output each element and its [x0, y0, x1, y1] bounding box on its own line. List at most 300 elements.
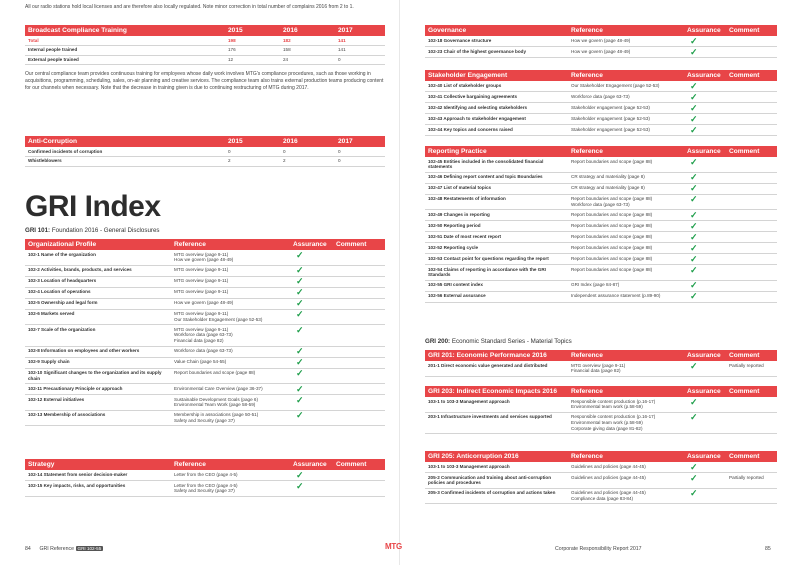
left-page-number: 84 — [25, 546, 31, 552]
reference-line: Sustainable Development Goals (page 6) — [174, 396, 259, 402]
reference-line: Our Stakeholder Engagement (page 52-53) — [571, 82, 660, 88]
table-row — [425, 361, 777, 376]
reference-line: Environmental team work (p.58-59) — [571, 404, 643, 410]
table-header: 2015 — [225, 136, 280, 147]
disclosure-label: 102-4 Location of operations — [25, 287, 171, 298]
disclosure-label: 205-2 Communication and training about anti-corruption policies and procedures — [425, 473, 568, 489]
assurance-check-icon: ✓ — [290, 325, 333, 346]
broadcast-compliance-table — [25, 25, 385, 65]
reference-cell — [568, 103, 684, 114]
reference-header: Reference — [568, 146, 684, 157]
value-2015: 176 — [225, 45, 280, 55]
assurance-check-icon: ✓ — [684, 473, 726, 489]
gri-101-text: Foundation 2016 - General Disclosures — [51, 227, 160, 234]
comment-cell — [726, 488, 777, 504]
reference-header: Reference — [171, 239, 290, 250]
value-2016: 24 — [280, 55, 335, 65]
comment-header: Comment — [726, 146, 777, 157]
reference-cell — [171, 309, 290, 325]
gri-200-subheading — [425, 338, 572, 345]
disclosure-label: 103-1 to 103-3 Management approach — [425, 397, 568, 412]
organizational-profile-table — [25, 239, 385, 426]
reference-line: MTG overview (page 9-11) — [174, 267, 229, 273]
table-row — [425, 488, 777, 504]
table-row — [425, 81, 777, 92]
table-header: 2017 — [335, 136, 385, 147]
value-2017: 0 — [335, 55, 385, 65]
table-row — [425, 243, 777, 254]
table-row — [25, 368, 385, 384]
assurance-check-icon: ✓ — [684, 92, 726, 103]
assurance-check-icon: ✓ — [290, 276, 333, 287]
table-header: 2017 — [335, 25, 385, 36]
gri-101-code: GRI 101: — [25, 227, 51, 234]
reference-cell — [568, 183, 684, 194]
comment-cell — [333, 368, 385, 384]
table-row — [425, 183, 777, 194]
reference-line: Stakeholder engagement (page 52-53) — [571, 115, 650, 121]
reference-line: Value Chain (page 54-55) — [174, 359, 227, 365]
table-row — [425, 125, 777, 136]
comment-header: Comment — [726, 25, 777, 36]
reference-line: CR strategy and materiality (page 8) — [571, 185, 645, 191]
table-row — [25, 156, 385, 166]
reference-line: How we govern (page 48-49) — [174, 257, 234, 263]
assurance-header: Assurance — [290, 239, 333, 250]
assurance-check-icon: ✓ — [684, 172, 726, 183]
reference-line: GRI Index (page 84-87) — [571, 282, 620, 288]
value-2016: 2 — [280, 156, 335, 166]
disclosure-label: 102-11 Precautionary Principle or approach — [25, 384, 171, 395]
table-row — [425, 232, 777, 243]
comment-cell — [726, 210, 777, 221]
reference-line: Report boundaries and scope (page 88) — [571, 196, 653, 202]
table-row — [25, 265, 385, 276]
table-header: Anti-Corruption — [25, 136, 225, 147]
disclosure-label: 102-13 Membership of associations — [25, 410, 171, 426]
assurance-check-icon: ✓ — [290, 368, 333, 384]
reference-line: Our Stakeholder Engagement (page 52-53) — [174, 316, 263, 322]
disclosure-label: 102-2 Activities, brands, products, and services — [25, 265, 171, 276]
reference-line: Workforce data (page 63-73) — [174, 348, 233, 354]
reference-header: Reference — [568, 70, 684, 81]
disclosure-label: 102-3 Location of headquarters — [25, 276, 171, 287]
disclosure-label: 102-18 Governance structure — [425, 36, 568, 47]
reference-cell — [171, 325, 290, 346]
comment-cell — [726, 103, 777, 114]
reference-cell — [568, 232, 684, 243]
disclosure-label: 205-3 Confirmed incidents of corruption and actions taken — [425, 488, 568, 504]
comment-cell — [333, 395, 385, 411]
training-paragraph: Our central compliance team provides continuous training for employees whose daily work involves MTG's compliance procedures, such as those working in acquisitions, programming, scheduling, sales, on-air planning and creative services. The compliance team also trains external production teams producing content for our channels when necessary. Note that the decrease in training given is due to continuing restructuring of MTG during 2017. — [25, 71, 384, 92]
table-row — [25, 470, 385, 481]
reference-line: Financial data (page 82) — [571, 368, 621, 374]
disclosure-label: 102-14 Statement from senior decision-maker — [25, 470, 171, 481]
report-title-footer: Corporate Responsibility Report 2017 — [555, 546, 642, 552]
comment-cell — [726, 125, 777, 136]
disclosure-label: 102-53 Contact point for questions regarding the report — [425, 254, 568, 265]
assurance-check-icon: ✓ — [684, 254, 726, 265]
comment-cell — [333, 309, 385, 325]
comment-header: Comment — [726, 451, 777, 462]
table-row — [425, 210, 777, 221]
row-label: Total — [25, 36, 225, 45]
reference-line: Letter from the CEO (page 4-5) — [174, 471, 238, 477]
table-row — [25, 287, 385, 298]
table-header: 2016 — [280, 136, 335, 147]
reference-line: Workforce data (page 63-73) — [571, 93, 630, 99]
table-row — [25, 325, 385, 346]
reference-line: Guidelines and policies (page 44-45) — [571, 463, 646, 469]
strategy-table — [25, 459, 385, 497]
comment-cell — [726, 92, 777, 103]
table-title: GRI 203: Indirect Economic Impacts 2016 — [425, 386, 568, 397]
disclosure-label: 103-1 to 103-3 Management approach — [425, 462, 568, 473]
assurance-check-icon: ✓ — [290, 481, 333, 497]
disclosure-label: 102-55 GRI content index — [425, 280, 568, 291]
mtg-logo: MTG — [385, 542, 402, 551]
comment-cell: Partially reported — [726, 473, 777, 489]
disclosure-label: 102-45 Entities included in the consolidated financial statements — [425, 157, 568, 172]
anti-corruption-table — [25, 136, 385, 167]
reference-cell — [568, 280, 684, 291]
table-row — [425, 280, 777, 291]
reference-cell — [568, 412, 684, 433]
reference-cell — [568, 36, 684, 47]
assurance-check-icon: ✓ — [684, 412, 726, 433]
reference-cell — [568, 92, 684, 103]
disclosure-label: 102-15 Key impacts, risks, and opportunities — [25, 481, 171, 497]
reference-line: Independent assurance statement (p.89-90) — [571, 293, 661, 299]
table-row — [25, 45, 385, 55]
table-title: Reporting Practice — [425, 146, 568, 157]
table-title: GRI 205: Anticorruption 2016 — [425, 451, 568, 462]
disclosure-label: 102-46 Defining report content and topic Boundaries — [425, 172, 568, 183]
reference-cell — [568, 473, 684, 489]
disclosure-label: 102-23 Chair of the highest governance body — [425, 47, 568, 58]
reference-line: Guidelines and policies (page 44-45) — [571, 474, 646, 480]
gri-200-code: GRI 200: — [425, 338, 451, 345]
assurance-check-icon: ✓ — [684, 232, 726, 243]
assurance-check-icon: ✓ — [290, 346, 333, 357]
disclosure-label: 102-43 Approach to stakeholder engagement — [425, 114, 568, 125]
reference-line: Membership in associations (page 50-51) — [174, 412, 259, 418]
comment-cell — [333, 265, 385, 276]
reference-cell — [171, 346, 290, 357]
reference-header: Reference — [568, 386, 684, 397]
value-2017: 141 — [335, 45, 385, 55]
disclosure-label: 203-1 Infrastructure investments and services supported — [425, 412, 568, 433]
disclosure-label: 102-6 Markets served — [25, 309, 171, 325]
comment-cell — [726, 81, 777, 92]
reference-line: Letter from the CEO (page 4-5) — [174, 482, 238, 488]
gri-203-table — [425, 386, 777, 434]
comment-cell — [333, 250, 385, 265]
reference-header: Reference — [568, 350, 684, 361]
comment-cell — [726, 280, 777, 291]
assurance-header: Assurance — [290, 459, 333, 470]
reference-cell — [171, 357, 290, 368]
table-row — [425, 265, 777, 281]
disclosure-label: 102-42 Identifying and selecting stakeholders — [425, 103, 568, 114]
assurance-check-icon: ✓ — [290, 309, 333, 325]
comment-cell — [333, 384, 385, 395]
reference-line: Safety and Security (page 37) — [174, 488, 235, 494]
table-title: Governance — [425, 25, 568, 36]
reference-cell — [171, 481, 290, 497]
table-row — [425, 114, 777, 125]
table-header: 2015 — [225, 25, 280, 36]
comment-cell — [726, 291, 777, 302]
reference-line: How we govern (page 48-49) — [174, 300, 234, 306]
reference-line: Report boundaries and scope (page 88) — [174, 370, 256, 376]
reference-cell — [568, 210, 684, 221]
reference-header: Reference — [568, 25, 684, 36]
comment-cell — [726, 114, 777, 125]
reference-line: Report boundaries and scope (page 88) — [571, 233, 653, 239]
comment-cell — [726, 183, 777, 194]
table-row — [425, 221, 777, 232]
governance-table — [425, 25, 777, 58]
right-page — [400, 0, 800, 565]
reference-cell — [568, 361, 684, 376]
reference-line: Environmental team work (p.58-59) — [571, 419, 643, 425]
assurance-check-icon: ✓ — [684, 488, 726, 504]
comment-cell — [726, 157, 777, 172]
reference-line: MTG overview (page 9-11) — [174, 278, 229, 284]
assurance-check-icon: ✓ — [290, 287, 333, 298]
row-label: Confirmed incidents of corruption — [25, 147, 225, 156]
disclosure-label: 102-10 Significant changes to the organization and its supply chain — [25, 368, 171, 384]
table-row — [25, 346, 385, 357]
reference-cell — [171, 395, 290, 411]
stakeholder-engagement-table — [425, 70, 777, 136]
reference-cell — [568, 488, 684, 504]
reference-cell — [568, 114, 684, 125]
comment-cell — [726, 254, 777, 265]
reference-line: Report boundaries and scope (page 88) — [571, 244, 653, 250]
reference-cell — [171, 298, 290, 309]
comment-cell — [333, 357, 385, 368]
comment-cell — [333, 325, 385, 346]
table-header: 2016 — [280, 25, 335, 36]
table-row — [425, 462, 777, 473]
assurance-check-icon: ✓ — [290, 357, 333, 368]
table-title: Strategy — [25, 459, 171, 470]
table-row — [25, 357, 385, 368]
table-row — [425, 397, 777, 412]
reference-cell — [171, 410, 290, 426]
comment-cell — [726, 462, 777, 473]
comment-header: Comment — [726, 350, 777, 361]
comment-cell — [726, 172, 777, 183]
left-footer — [25, 546, 103, 552]
comment-cell — [726, 221, 777, 232]
gri-201-table — [425, 350, 777, 377]
reference-cell — [568, 397, 684, 412]
reference-cell — [171, 265, 290, 276]
reference-line: MTG overview (page 9-11) — [174, 289, 229, 295]
comment-header: Comment — [726, 386, 777, 397]
assurance-check-icon: ✓ — [684, 280, 726, 291]
reference-cell — [171, 470, 290, 481]
comment-cell — [333, 481, 385, 497]
assurance-check-icon: ✓ — [684, 194, 726, 210]
reference-line: Report boundaries and scope (page 88) — [571, 211, 653, 217]
table-row — [25, 298, 385, 309]
disclosure-label: 102-1 Name of the organization — [25, 250, 171, 265]
table-row — [25, 309, 385, 325]
row-label: External people trained — [25, 55, 225, 65]
disclosure-label: 102-51 Date of most recent report — [425, 232, 568, 243]
value-2015: 12 — [225, 55, 280, 65]
value-2017: 0 — [335, 156, 385, 166]
table-row — [25, 147, 385, 156]
reference-cell — [171, 287, 290, 298]
assurance-check-icon: ✓ — [290, 395, 333, 411]
reporting-practice-table — [425, 146, 777, 303]
comment-cell — [333, 276, 385, 287]
reference-line: Responsible content production (p.16-17) — [571, 414, 656, 420]
table-title: GRI 201: Economic Performance 2016 — [425, 350, 568, 361]
reference-line: Environmental Team Work (page 58-59) — [174, 402, 256, 408]
reference-line: Report boundaries and scope (page 88) — [571, 222, 653, 228]
table-row — [425, 291, 777, 302]
table-row — [425, 473, 777, 489]
table-row — [425, 157, 777, 172]
disclosure-label: 102-40 List of stakeholder groups — [425, 81, 568, 92]
disclosure-label: 102-47 List of material topics — [425, 183, 568, 194]
gri-205-table — [425, 451, 777, 504]
reference-line: Workforce data (page 63-73) — [174, 332, 233, 338]
assurance-header: Assurance — [684, 146, 726, 157]
reference-line: Report boundaries and scope (page 88) — [571, 266, 653, 272]
table-row — [25, 36, 385, 45]
table-row — [425, 36, 777, 47]
table-row — [425, 103, 777, 114]
table-row — [425, 47, 777, 58]
value-2015: 0 — [225, 147, 280, 156]
comment-header: Comment — [726, 70, 777, 81]
gri-reference-pill: GRI 102-55 — [77, 546, 102, 551]
assurance-check-icon: ✓ — [684, 157, 726, 172]
comment-cell — [726, 243, 777, 254]
reference-line: Report boundaries and scope (page 88) — [571, 158, 653, 164]
reference-cell — [171, 250, 290, 265]
reference-line: Compliance data (page 83-84) — [571, 495, 634, 501]
comment-cell — [726, 47, 777, 58]
assurance-header: Assurance — [684, 451, 726, 462]
disclosure-label: 102-52 Reporting cycle — [425, 243, 568, 254]
comment-cell: Partially reported — [726, 361, 777, 376]
reference-cell — [171, 368, 290, 384]
assurance-header: Assurance — [684, 25, 726, 36]
disclosure-label: 102-49 Changes in reporting — [425, 210, 568, 221]
comment-cell — [333, 470, 385, 481]
assurance-header: Assurance — [684, 350, 726, 361]
assurance-check-icon: ✓ — [684, 243, 726, 254]
reference-line: Stakeholder engagement (page 52-53) — [571, 126, 650, 132]
row-label: Whistleblowers — [25, 156, 225, 166]
reference-cell — [568, 265, 684, 281]
gri-reference-label: GRI Reference — [39, 546, 75, 552]
assurance-check-icon: ✓ — [290, 384, 333, 395]
assurance-check-icon: ✓ — [290, 250, 333, 265]
assurance-check-icon: ✓ — [290, 470, 333, 481]
gri-101-subheading — [25, 227, 160, 234]
reference-cell — [568, 125, 684, 136]
assurance-check-icon: ✓ — [684, 183, 726, 194]
reference-line: Responsible content production (p.16-17) — [571, 398, 656, 404]
assurance-check-icon: ✓ — [684, 221, 726, 232]
right-page-number: 85 — [765, 546, 771, 552]
disclosure-label: 102-54 Claims of reporting in accordance with the GRI Standards — [425, 265, 568, 281]
value-2016: 0 — [280, 147, 335, 156]
disclosure-label: 102-56 External assurance — [425, 291, 568, 302]
value-2016: 182 — [280, 36, 335, 45]
comment-cell — [726, 265, 777, 281]
assurance-check-icon: ✓ — [684, 265, 726, 281]
gri-200-text: Economic Standard Series - Material Topics — [451, 338, 572, 345]
table-row — [425, 92, 777, 103]
assurance-check-icon: ✓ — [684, 47, 726, 58]
reference-cell — [568, 81, 684, 92]
reference-cell — [568, 221, 684, 232]
comment-cell — [333, 410, 385, 426]
reference-header: Reference — [171, 459, 290, 470]
table-title: Organizational Profile — [25, 239, 171, 250]
comment-header: Comment — [333, 459, 385, 470]
reference-line: Financial data (page 82) — [174, 338, 224, 344]
table-header: Broadcast Compliance Training — [25, 25, 225, 36]
table-row — [25, 250, 385, 265]
table-row — [425, 172, 777, 183]
assurance-check-icon: ✓ — [684, 81, 726, 92]
assurance-check-icon: ✓ — [684, 462, 726, 473]
reference-cell — [568, 462, 684, 473]
table-row — [425, 254, 777, 265]
comment-cell — [726, 194, 777, 210]
table-title: Stakeholder Engagement — [425, 70, 568, 81]
value-2016: 158 — [280, 45, 335, 55]
table-row — [25, 384, 385, 395]
disclosure-label: 102-5 Ownership and legal form — [25, 298, 171, 309]
reference-line: MTG overview (page 9-11) — [571, 362, 626, 368]
disclosure-label: 102-12 External initiatives — [25, 395, 171, 411]
reference-line: Corporate giving data (page 81-82) — [571, 425, 643, 431]
assurance-check-icon: ✓ — [290, 410, 333, 426]
reference-cell — [568, 194, 684, 210]
table-row — [425, 412, 777, 433]
table-row — [25, 395, 385, 411]
reference-header: Reference — [568, 451, 684, 462]
assurance-header: Assurance — [684, 70, 726, 81]
assurance-check-icon: ✓ — [684, 36, 726, 47]
reference-line: How we govern (page 48-49) — [571, 48, 631, 54]
reference-cell — [568, 47, 684, 58]
disclosure-label: 102-50 Reporting period — [425, 221, 568, 232]
comment-cell — [726, 397, 777, 412]
disclosure-label: 201-1 Direct economic value generated and distributed — [425, 361, 568, 376]
value-2017: 0 — [335, 147, 385, 156]
reference-line: MTG overview (page 9-11) — [174, 311, 229, 317]
disclosure-label: 102-7 Scale of the organization — [25, 325, 171, 346]
gri-index-title: GRI Index — [25, 190, 161, 223]
comment-cell — [726, 36, 777, 47]
comment-header: Comment — [333, 239, 385, 250]
reference-cell — [171, 276, 290, 287]
reference-line: MTG overview (page 9-11) — [174, 251, 229, 257]
